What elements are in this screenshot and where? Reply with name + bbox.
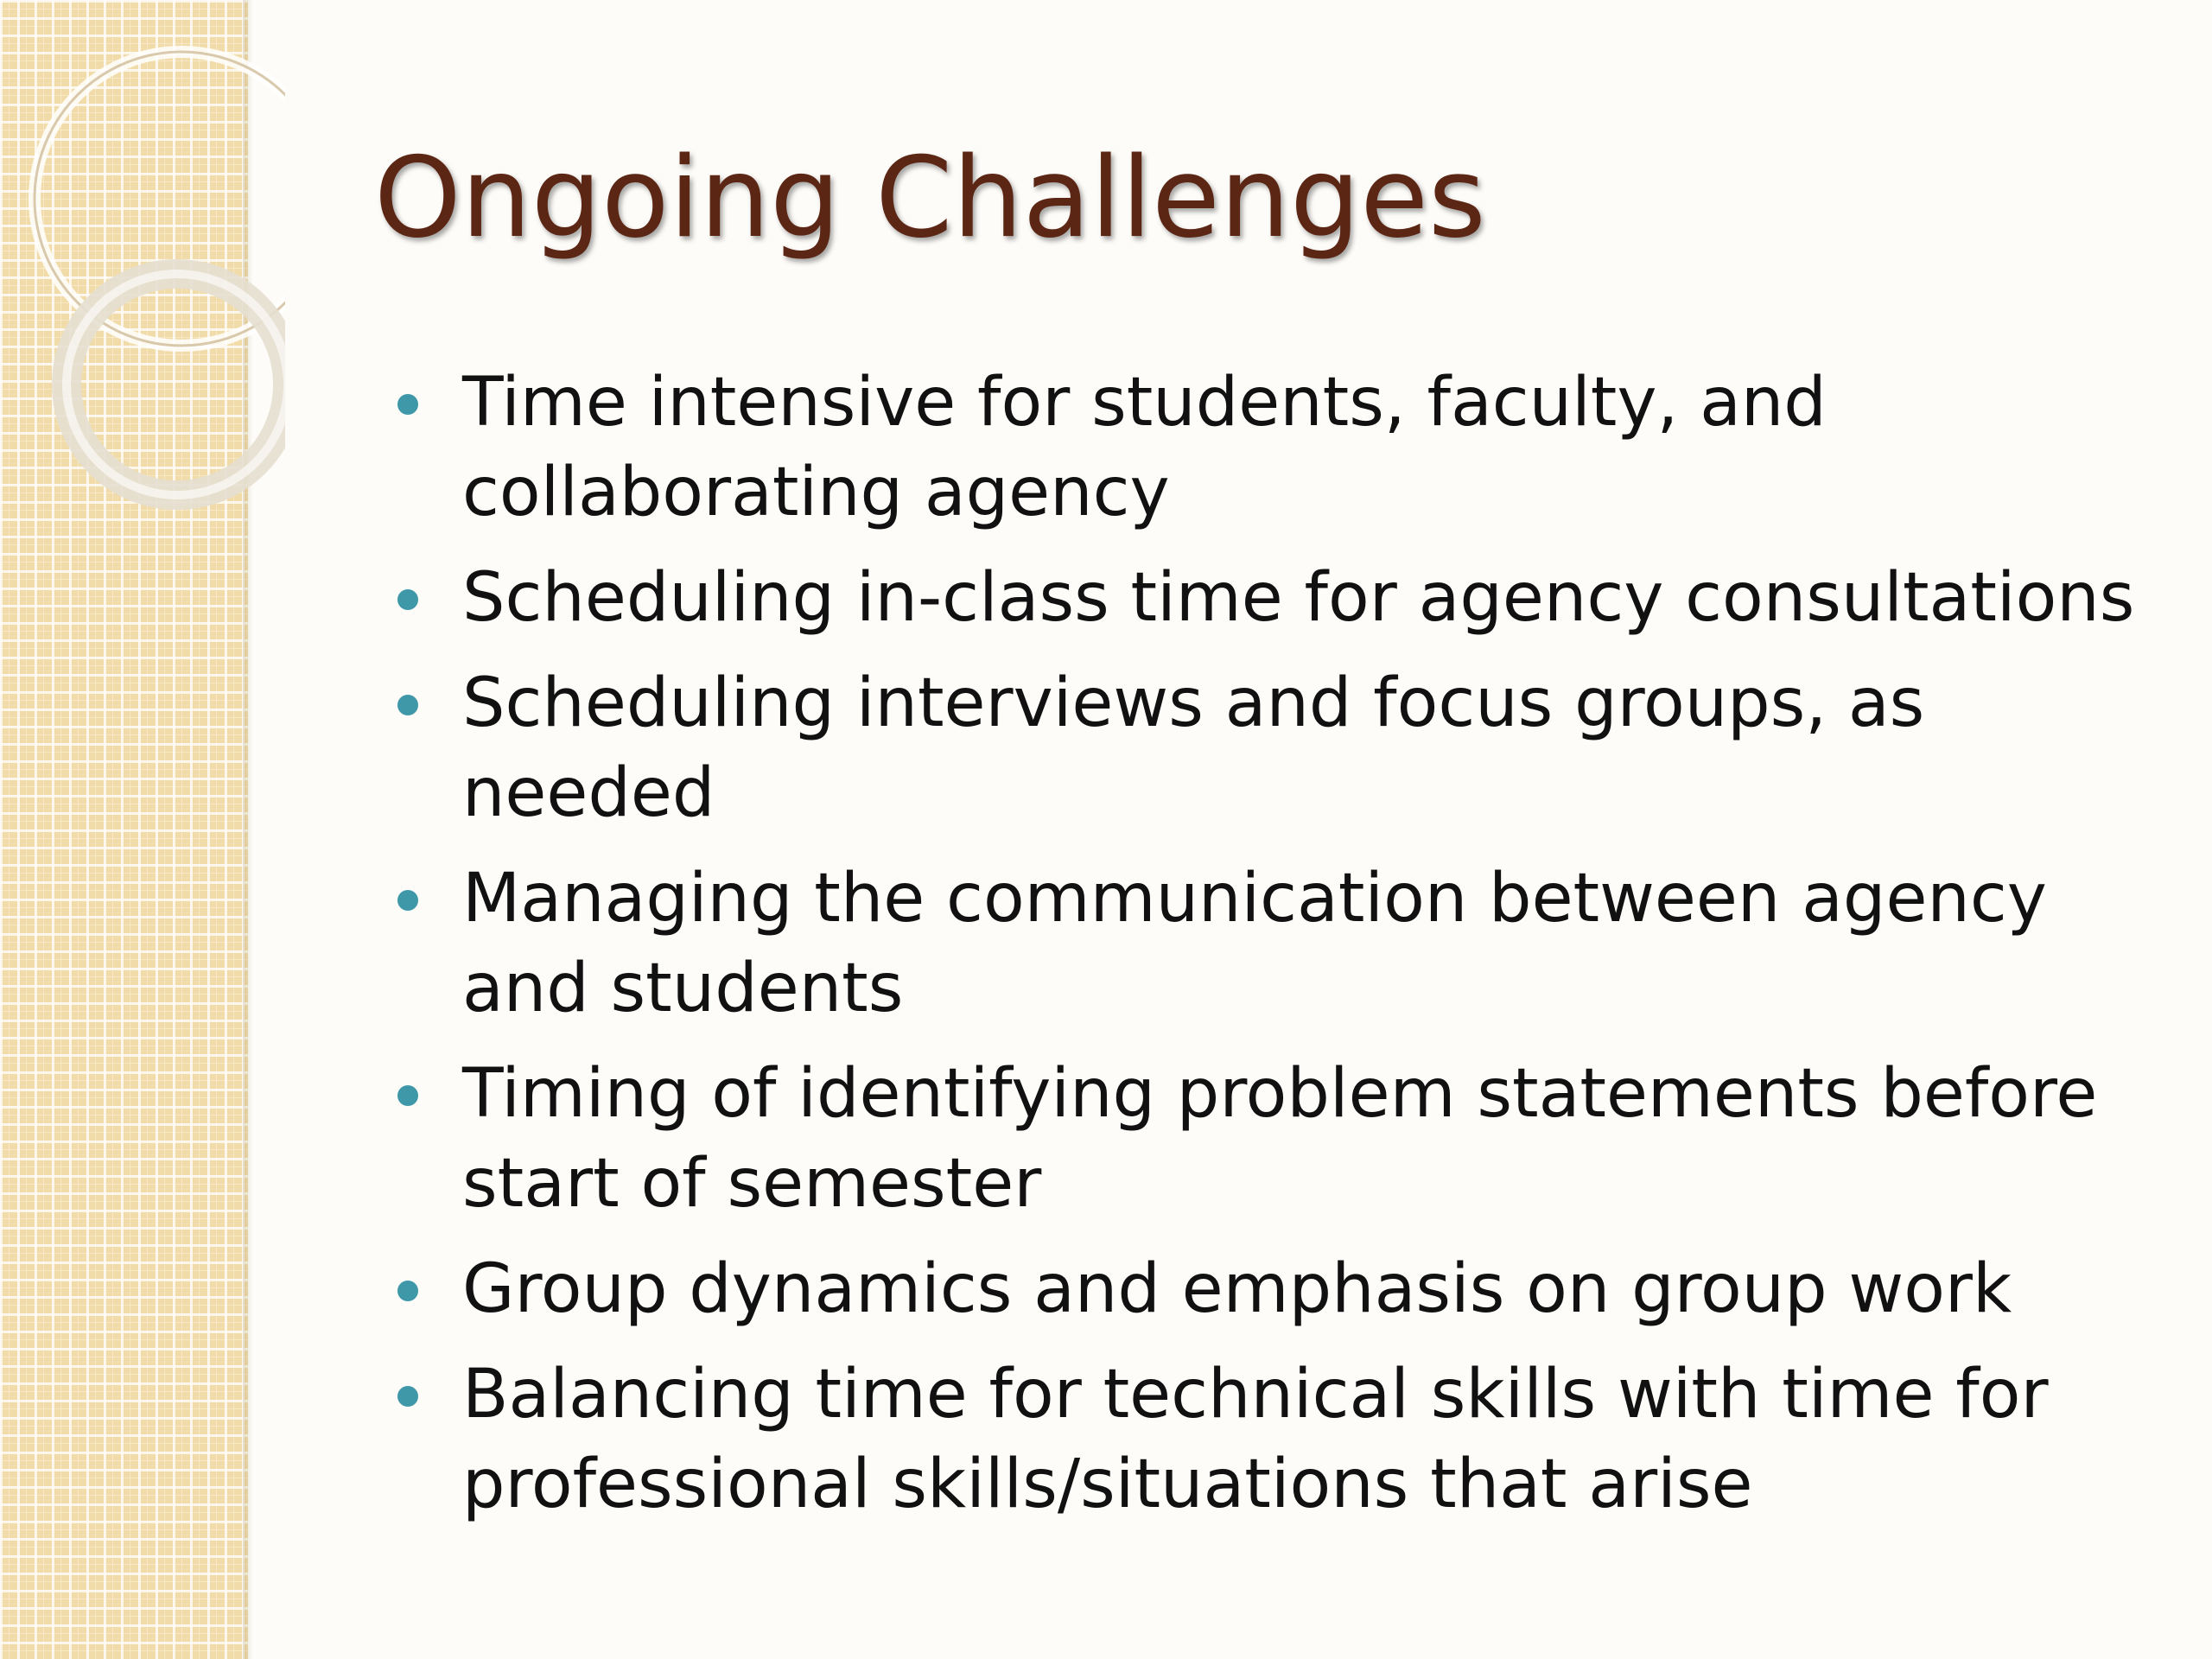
- bullet-item: [389, 1244, 2177, 1334]
- bullet-text: Timing of identifying problem statements before start of semester: [462, 1055, 2098, 1223]
- bullet-item: [389, 854, 2177, 1033]
- slide-title: Ongoing Challenges: [374, 134, 1486, 263]
- bullet-item: [389, 658, 2177, 838]
- bullet-dot-icon: [397, 589, 418, 610]
- bullet-item: [389, 358, 2177, 537]
- ring-icon: [67, 274, 285, 495]
- bullet-text: Scheduling in-class time for agency consultations: [462, 559, 2135, 637]
- bullet-dot-icon: [397, 890, 418, 911]
- bullet-text: Managing the communication between agency and students: [462, 860, 2047, 1027]
- bullet-item: [389, 553, 2177, 643]
- bullet-list: [389, 358, 2177, 1545]
- bullet-dot-icon: [397, 1386, 418, 1407]
- bullet-text: Scheduling interviews and focus groups, as needed: [462, 664, 1925, 832]
- bullet-text: Time intensive for students, faculty, and collaborating agency: [462, 364, 1827, 531]
- bullet-dot-icon: [397, 1085, 418, 1106]
- bullet-dot-icon: [397, 695, 418, 715]
- bullet-text: Balancing time for technical skills with time for professional skills/situations that arise: [462, 1356, 2049, 1523]
- bullet-text: Group dynamics and emphasis on group work: [462, 1250, 2012, 1328]
- bullet-item: [389, 1049, 2177, 1229]
- bullet-item: [389, 1350, 2177, 1529]
- bullet-dot-icon: [397, 1281, 418, 1301]
- decorative-rings: [0, 0, 285, 553]
- bullet-dot-icon: [397, 394, 418, 415]
